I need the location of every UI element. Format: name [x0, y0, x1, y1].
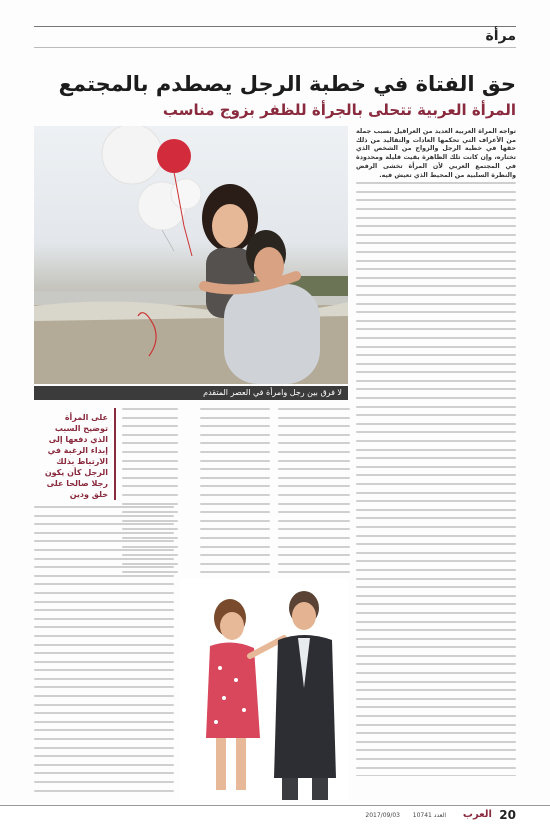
article-column-right — [356, 128, 516, 776]
section-label: مرأة — [485, 28, 516, 44]
page-footer — [0, 805, 550, 825]
newspaper-name: العرب — [462, 809, 492, 820]
article-column-middle — [278, 408, 350, 578]
issue-date: 2017/09/03 — [365, 812, 400, 819]
article-subheadline: المرأة العربية تتحلى بالجرأة للظفر بزوج مناسب — [162, 101, 516, 119]
body-text-lines — [200, 408, 270, 578]
issue-number: العدد 10741 — [412, 812, 446, 819]
woman-man-illustration — [180, 578, 348, 800]
article-column-left-middle — [122, 408, 178, 578]
article-column-center — [200, 408, 270, 578]
woman-man-photo — [180, 578, 348, 800]
body-text-lines — [278, 408, 350, 578]
couple-balloons-photo — [34, 126, 348, 384]
article-intro: تواجه المرأة العربية العديد من العراقيل بسبب جملة من الأعراف التي تحكمها العادات والتقاليد من ذلك حقها في خطبة الرجل والزواج من الشخص الذي تختاره، وإن كانت تلك الظاهرة بقيت قليلة ومحدودة في المجتمع العربي لأن المرأة تخشى الرفض والنظرة السلبية من المحيط الذي تعيش فيه. — [356, 128, 516, 179]
photo-caption: لا فرق بين رجل وامرأة في العصر المتقدم — [34, 386, 348, 400]
page-number: 20 — [499, 808, 516, 822]
couple-balloons-illustration — [34, 126, 348, 384]
section-header — [34, 26, 516, 48]
article-headline: حق الفتاة في خطبة الرجل يصطدم بالمجتمع — [58, 72, 516, 96]
body-text-lines — [356, 182, 516, 776]
body-text-lines — [122, 408, 178, 578]
pull-quote: على المرأة توضيح السبب الذي دفعها إلى إبداء الرغبة في الارتباط بذلك الرجل كأن يكون رجلا صالحا على خلق ودين — [34, 408, 116, 500]
